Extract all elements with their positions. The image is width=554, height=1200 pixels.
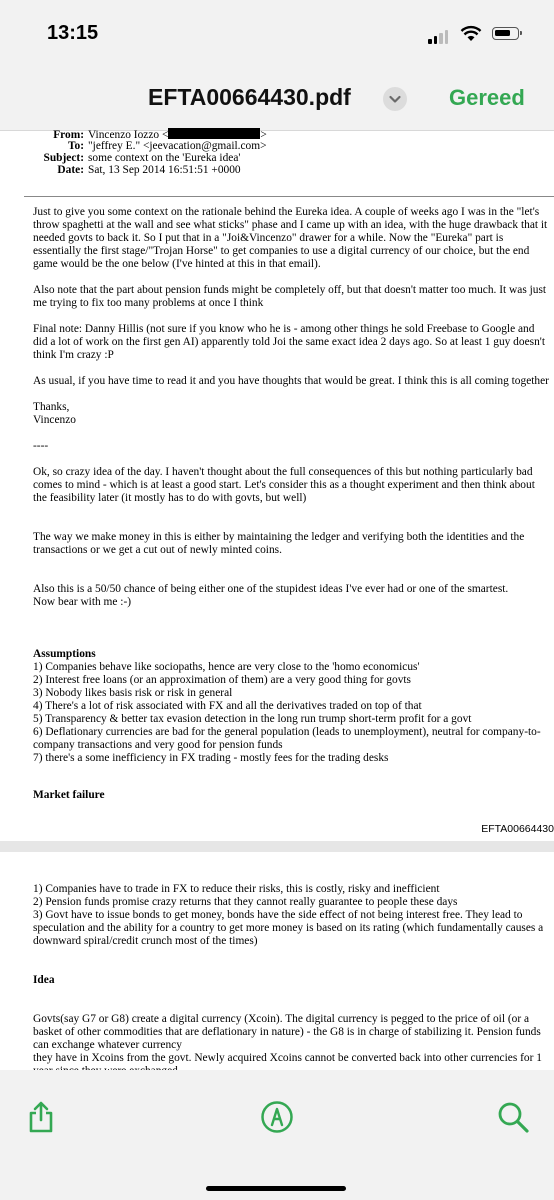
assumption-item: 2) Interest free loans (or an approximation of them) are a very good thing for govts [33, 674, 411, 686]
to-label: To: [67, 140, 84, 152]
home-indicator[interactable] [206, 1186, 346, 1191]
page-separator [0, 841, 554, 852]
body-paragraph: Also note that the part about pension funds might be completely off, but that doesn't matter too much. It was just me trying to fix too many problems at once I think [33, 284, 547, 309]
market-failure-heading: Market failure [33, 789, 105, 801]
body-paragraph: As usual, if you have time to read it and you have thoughts that would be great. I think this is all coming together [33, 375, 549, 387]
status-bar [0, 0, 554, 70]
document-title[interactable]: EFTA00664430.pdf [148, 84, 351, 110]
body-paragraph: Just to give you some context on the rationale behind the Eureka idea. A couple of weeks ago I was in the "let's throw spaghetti at the wall and see what sticks" phase and I came up with an idea, with the huge drawback that it needed govts to back it. So I put that in a "Joi&Vincenzo" drawer for a while. Now the "Eureka" part is essentially the first stage/"Trojan Horse" to get companies to use a digital currency of our choice, but the end game would be the one below (I've hinted at this in that email). [33, 206, 548, 270]
body-paragraph: Ok, so crazy idea of the day. I haven't thought about the full consequences of this but nothing particularly bad comes to mind - which is at least a good start. Let's consider this as a thought experiment and then think about the feasibility later (it mostly has to do with govts, but well) [33, 466, 535, 504]
redaction-bar [168, 128, 260, 139]
assumption-item: 3) Nobody likes basis risk or risk in general [33, 687, 233, 699]
search-icon[interactable] [496, 1100, 530, 1134]
from-label: From: [53, 129, 84, 141]
subject-label: Subject: [43, 152, 84, 164]
assumption-item: 6) Deflationary currencies are bad for the general population (leads to unemployment), neutral for company-to-company transactions and very good for pension funds [33, 726, 541, 751]
assumption-item: 4) There's a lot of risk associated with FX and all the derivatives traded on top of that [33, 700, 422, 712]
to-value: "jeffrey E." <jeevacation@gmail.com> [88, 140, 267, 152]
assumptions-heading: Assumptions [33, 648, 96, 660]
body-paragraph: The way we make money in this is either by maintaining the ledger and verifying both the identities and the transactions or we get a cut out of newly minted coins. [33, 531, 525, 556]
bottom-toolbar [0, 1070, 554, 1200]
failure-item: 2) Pension funds promise crazy returns that they cannot really guarantee to people these days [33, 896, 458, 908]
header-divider [24, 196, 554, 197]
date-value: Sat, 13 Sep 2014 16:51:51 +0000 [88, 164, 241, 176]
idea-heading: Idea [33, 974, 55, 986]
battery-icon [492, 27, 519, 40]
markup-icon[interactable] [260, 1100, 294, 1134]
email-body [33, 206, 551, 802]
cellular-signal-icon [428, 30, 450, 44]
separator: ---- [33, 440, 49, 452]
signature: Vincenzo [33, 414, 76, 426]
signoff: Thanks, [33, 401, 70, 413]
body-paragraph: Now bear with me :-) [33, 596, 132, 608]
nav-bar [0, 70, 554, 131]
date-label: Date: [57, 164, 84, 176]
idea-paragraph: Govts(say G7 or G8) create a digital currency (Xcoin). The digital currency is pegged to the price of oil (or a basket of other commodities that are deflationary in nature) - the G8 is in charge of stabilizing it. Pension funds can exchange whatever currency [33, 1013, 541, 1051]
idea-paragraph: they have in Xcoins from the govt. Newly acquired Xcoins cannot be converted back into other currencies for 1 [33, 1052, 542, 1064]
email-header: From: Vincenzo Iozzo < > To: "jeffrey E." <jeevacation@gmail.com> Subject: some context on the 'Eureka idea' Date: Sat, 13 Sep 2014 16:51:51 +0000 [0, 128, 290, 176]
page-footer-id: EFTA00664430 [481, 823, 554, 835]
assumption-item: 7) there's a some inefficiency in FX trading - mostly fees for the trading desks [33, 752, 389, 764]
done-button[interactable]: Gereed [449, 85, 525, 110]
pdf-page-2 [0, 852, 554, 1070]
title-menu-button[interactable] [383, 87, 407, 111]
pdf-page-1 [0, 131, 554, 841]
share-icon[interactable] [24, 1100, 58, 1134]
from-value: Vincenzo Iozzo < [88, 129, 169, 141]
body-paragraph: Also this is a 50/50 chance of being either one of the stupidest ideas I've ever had or one of the smartest. [33, 583, 509, 595]
chevron-down-icon [383, 87, 407, 111]
failure-item: 3) Govt have to issue bonds to get money, bonds have the side effect of not being interest free. They lead to speculation and the ability for a country to get more money is based on its rating (which fundamentally causes a downward spiral/credit crunch most of the times) [33, 909, 544, 947]
failure-item: 1) Companies have to trade in FX to reduce their risks, this is costly, risky and inefficient [33, 883, 440, 895]
subject-value: some context on the 'Eureka idea' [88, 152, 241, 164]
assumption-item: 1) Companies behave like sociopaths, hence are very close to the 'homo economicus' [33, 661, 420, 673]
assumption-item: 5) Transparency & better tax evasion detection in the long run trump short-term profit for a govt [33, 713, 472, 725]
wifi-icon [460, 25, 482, 43]
body-paragraph: Final note: Danny Hillis (not sure if you know who he is - among other things he sold Freebase to Google and did a lot of work on the first gen AI) apparently told Joi the same exact idea 2 days ago. So at least 1 guy doesn't think I'm crazy :P [33, 323, 545, 361]
status-time: 13:15 [47, 22, 99, 44]
